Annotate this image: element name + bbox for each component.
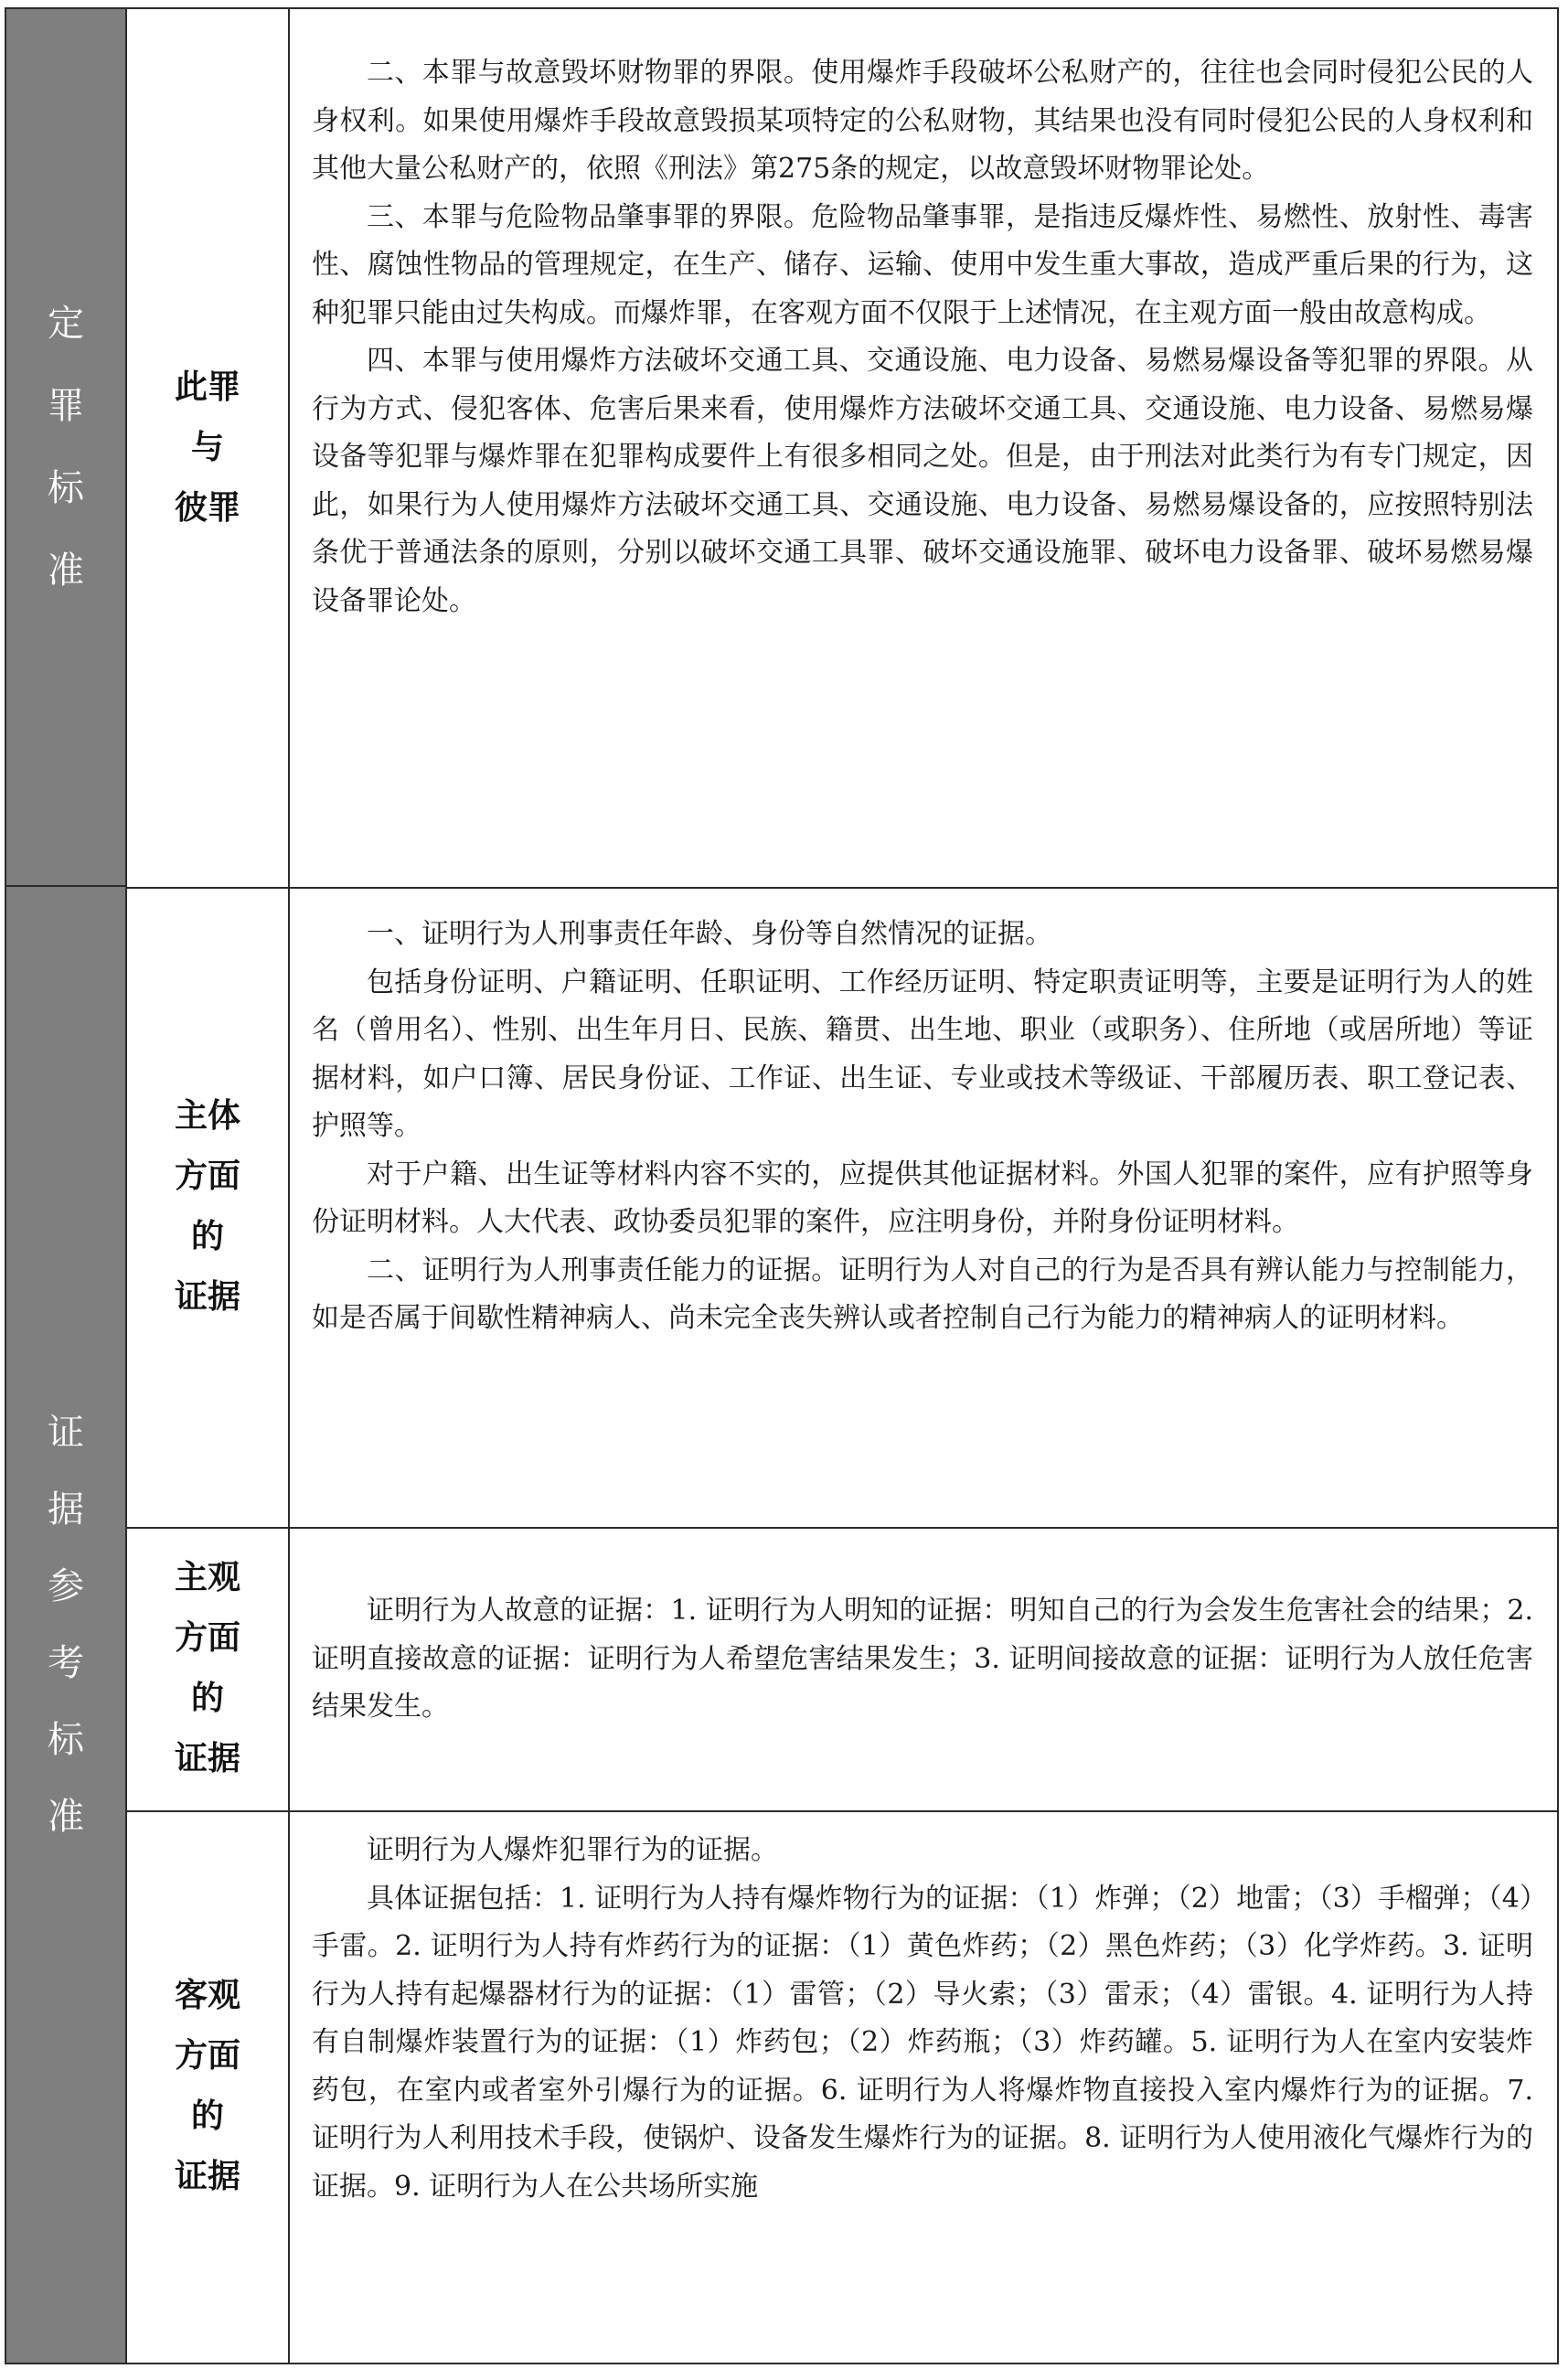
row-label-line: 方面 [174,1619,240,1657]
row-divider [127,1527,1557,1529]
row-content-cizui-yu-bizui [290,49,1557,625]
paragraph: 一、证明行为人刑事责任年龄、身份等自然情况的证据。 [367,918,1052,950]
row-label-line: 的 [190,2097,224,2135]
category-char: 准 [48,550,84,592]
paragraph: 二、证明行为人刑事责任能力的证据。证明行为人对自己的行为是否具有辨认能力与控制能力，如是否属于间歇性精神病人、尚未完全丧失辨认或者控制自己行为能力的精神病人的证明材料。 [312,1254,1533,1334]
row-label-line: 彼罪 [174,489,240,527]
row-label-line: 与 [190,429,224,466]
row-label-line: 方面 [174,1158,240,1195]
paragraph: 包括身份证明、户籍证明、任职证明、工作经历证明、特定职责证明等，主要是证明行为人的姓名（曾用名）、性别、出生年月日、民族、籍贯、出生地、职业（或职务）、住所地（或居所地）等证据材料，如户口簿、居民身份证、工作证、出生证、专业或技术等级证、干部履历表、职工登记表、护照等。 [312,966,1533,1142]
row-label-line: 的 [190,1218,224,1255]
row-label-zhuti-fangmian [127,887,290,1527]
row-label-cizui-yu-bizui [127,9,290,887]
category-char: 标 [48,467,84,509]
row-divider [127,1810,1557,1812]
category-label-zhengju [48,1394,84,1855]
row-divider [127,887,1557,889]
row-label-line: 此罪 [174,368,240,406]
row-label-line: 主体 [174,1097,240,1135]
paragraph: 具体证据包括：1. 证明行为人持有爆炸物行为的证据：（1）炸弹；（2）地雷；（3）手榴弹；（4）手雷。2. 证明行为人持有炸药行为的证据：（1）黄色炸药；（2）黑色炸药；（3）化学炸药。3. 证明行为人持有起爆器材行为的证据：（1）雷管；（2）导火索；（3）雷汞；（4）雷银。4. 证明行为人持有自制爆炸装置行为的证据：（1）炸药包；（2）炸药瓶；（3）炸药罐。5. 证明行为人在室内安装炸药包，在室内或者室外引爆行为的证据。6. 证明行为人将爆炸物直接投入室内爆炸行为的证据。7. 证明行为人利用技术手段，使锅炉、设备发生爆炸行为的证据。8. 证明行为人使用液化气爆炸行为的证据。9. 证明行为人在公共场所实施 [312,1882,1533,2203]
paragraph: 证明行为人爆炸犯罪行为的证据。 [367,1834,778,1866]
row-label-zhuguan-fangmian [127,1527,290,1810]
category-zhengju-cankao-biaozhun [6,887,127,2363]
category-char: 罪 [48,385,84,427]
paragraph: 四、本罪与使用爆炸方法破坏交通工具、交通设施、电力设备、易燃易爆设备等犯罪的界限。从行为方式、侵犯客体、危害后果来看，使用爆炸方法破坏交通工具、交通设施、电力设备、易燃易爆设备等犯罪与爆炸罪在犯罪构成要件上有很多相同之处。但是，由于刑法对此类行为有专门规定，因此，如果行为人使用爆炸方法破坏交通工具、交通设施、电力设备、易燃易爆设备的，应按照特别法条优于普通法条的原则，分别以破坏交通工具罪、破坏交通设施罪、破坏电力设备罪、破坏易燃易爆设备罪论处。 [312,345,1533,617]
category-label-dingzui [48,283,84,612]
paragraph: 二、本罪与故意毁坏财物罪的界限。使用爆炸手段破坏公私财产的，往往也会同时侵犯公民的人身权利。如果使用爆炸手段故意毁损某项特定的公私财物，其结果也没有同时侵犯公民的人身权利和其他大量公私财产的，依照《刑法》第275条的规定，以故意毁坏财物罪论处。 [312,57,1533,185]
row-label-line: 客观 [174,1977,240,2014]
row-label-line: 证据 [174,2158,240,2195]
row-label-line: 证据 [174,1740,240,1777]
row-label-line: 主观 [174,1559,240,1596]
paragraph: 三、本罪与危险物品肇事罪的界限。危险物品肇事罪，是指违反爆炸性、易燃性、放射性、毒害性、腐蚀性物品的管理规定，在生产、储存、运输、使用中发生重大事故，造成严重后果的行为，这种犯罪只能由过失构成。而爆炸罪，在客观方面不仅限于上述情况，在主观方面一般由故意构成。 [312,200,1533,329]
category-char: 考 [48,1642,84,1684]
paragraph: 对于户籍、出生证等材料内容不实的，应提供其他证据材料。外国人犯罪的案件，应有护照等身份证明材料。人大代表、政协委员犯罪的案件，应注明身份，并附身份证明材料。 [312,1158,1533,1238]
category-char: 参 [48,1565,84,1607]
row-label-line: 证据 [174,1278,240,1316]
paragraph: 证明行为人故意的证据：1. 证明行为人明知的证据：明知自己的行为会发生危害社会的结果；2. 证明直接故意的证据：证明行为人希望危害结果发生；3. 证明间接故意的证据：证明行为人放任危害结果发生。 [312,1595,1533,1723]
row-content-keguan-fangmian [290,1827,1557,2211]
category-char: 据 [48,1489,84,1531]
row-label-keguan-fangmian [127,1810,290,2363]
row-content-zhuti-fangmian [290,911,1557,1343]
category-char: 标 [48,1719,84,1761]
category-dingzui-biaozhun [6,9,127,887]
category-char: 准 [48,1796,84,1838]
row-label-line: 的 [190,1680,224,1717]
category-char: 证 [48,1412,84,1454]
row-label-line: 方面 [174,2037,240,2075]
row-content-zhuguan-fangmian [290,1587,1557,1732]
category-char: 定 [48,303,84,345]
criteria-table [5,7,1559,2364]
